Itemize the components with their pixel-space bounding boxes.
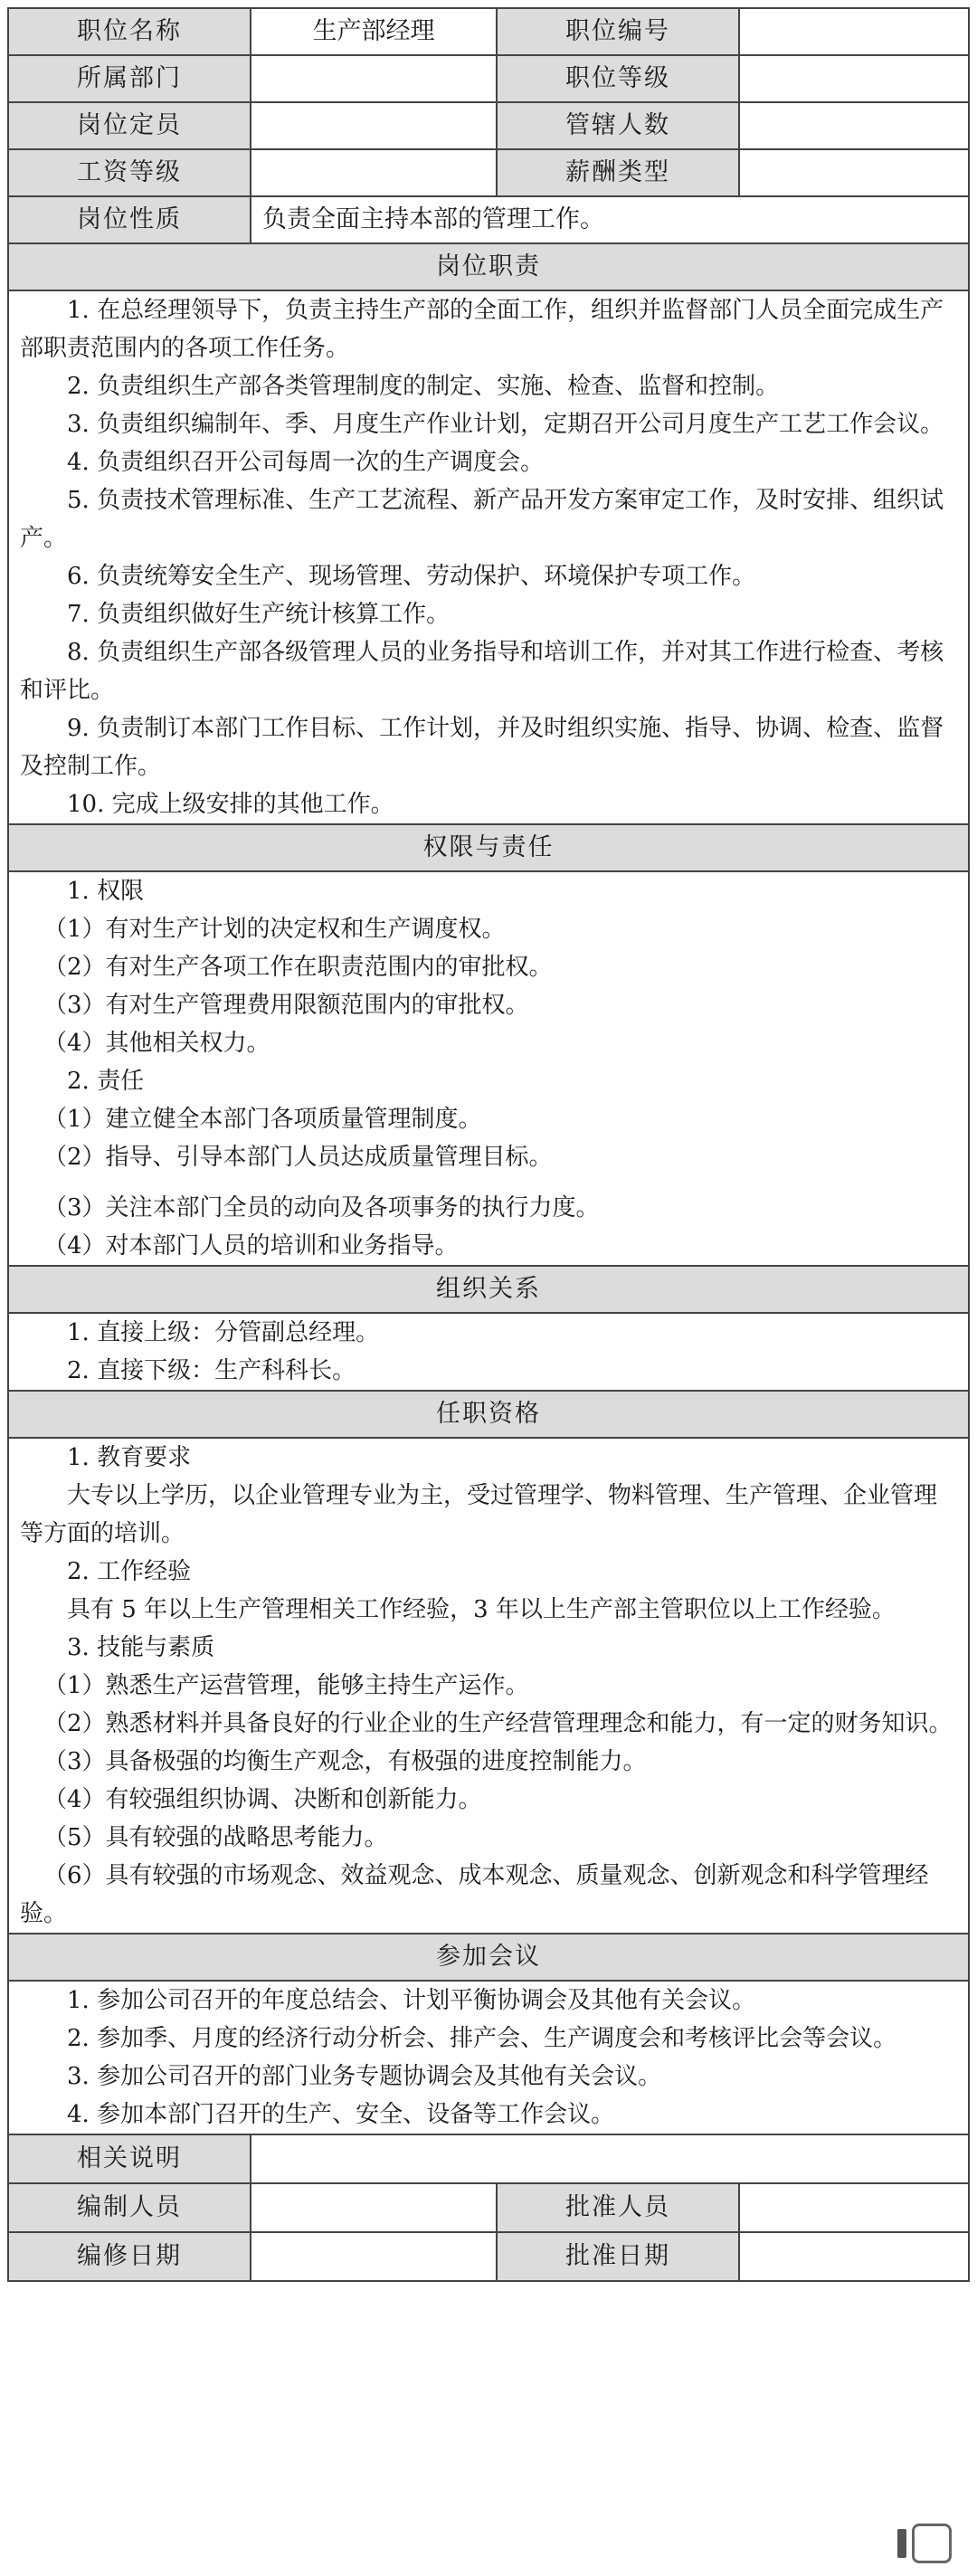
job-description-table (7, 7, 970, 2282)
wage-level-label: 工资等级 (8, 149, 251, 196)
duty-item: 2. 负责组织生产部各类管理制度的制定、实施、检查、监督和控制。 (67, 373, 780, 400)
relation-item: 2. 直接下级：生产科科长。 (67, 1357, 356, 1384)
relation-item: 1. 直接上级：分管副总经理。 (67, 1319, 380, 1346)
prepared-by-label: 编制人员 (8, 2183, 251, 2232)
duties-title: 岗位职责 (8, 243, 969, 290)
salary-type-label: 薪酬类型 (497, 149, 739, 196)
duty-item: 1. 在总经理领导下，负责主持生产部的全面工作，组织并监督部门人员全面完成生产部职责范围内的各项工作任务。 (20, 297, 944, 362)
headcount-label: 岗位定员 (8, 102, 251, 149)
meeting-item: 3. 参加公司召开的部门业务专题协调会及其他有关会议。 (67, 2063, 662, 2090)
duty-item: 9. 负责制订本部门工作目标、工作计划，并及时组织实施、指导、协调、检查、监督及控制工作。 (20, 715, 944, 780)
authority-item: （2）有对生产各项工作在职责范围内的审批权。 (43, 954, 553, 981)
relations-body (8, 1313, 969, 1391)
position-name-row (8, 8, 969, 55)
meeting-item: 1. 参加公司召开的年度总结会、计划平衡协调会及其他有关会议。 (67, 1987, 756, 2014)
meetings-title: 参加会议 (8, 1934, 969, 1981)
qualification-item: （1）熟悉生产运营管理，能够主持生产运作。 (43, 1672, 529, 1699)
salary-type-value[interactable] (739, 149, 969, 196)
department-value[interactable] (251, 55, 497, 102)
qualifications-body-row (8, 1438, 969, 1934)
duty-item: 10. 完成上级安排的其他工作。 (67, 791, 394, 818)
authority-item: （4）对本部门人员的培训和业务指导。 (43, 1232, 459, 1259)
headcount-row (8, 102, 969, 149)
authority-item: （4）其他相关权力。 (43, 1030, 270, 1057)
department-row (8, 55, 969, 102)
qualifications-body (8, 1438, 969, 1934)
qualification-item: （3）具备极强的均衡生产观念，有极强的进度控制能力。 (43, 1748, 647, 1775)
approval-date-value[interactable] (739, 2232, 969, 2281)
approved-by-value[interactable] (739, 2183, 969, 2232)
headcount-value[interactable] (251, 102, 497, 149)
wage-level-value[interactable] (251, 149, 497, 196)
duty-item: 8. 负责组织生产部各级管理人员的业务指导和培训工作，并对其工作进行检查、考核和评比。 (20, 639, 944, 704)
duty-item: 5. 负责技术管理标准、生产工艺流程、新产品开发方案审定工作，及时安排、组织试产。 (20, 487, 944, 552)
authority-item: （3）关注本部门全员的动向及各项事务的执行力度。 (43, 1194, 600, 1221)
relations-title: 组织关系 (8, 1266, 969, 1313)
authority-body (8, 871, 969, 1266)
duty-item: 3. 负责组织编制年、季、月度生产作业计划，定期召开公司月度生产工艺工作会议。 (67, 411, 944, 438)
notes-value[interactable] (251, 2134, 969, 2183)
authority-item: （2）指导、引导本部门人员达成质量管理目标。 (43, 1144, 553, 1171)
authority-item: （3）有对生产管理费用限额范围内的审批权。 (43, 992, 529, 1019)
position-level-label: 职位等级 (497, 55, 739, 102)
authority-header-row (8, 824, 969, 871)
notes-row (8, 2134, 969, 2183)
position-level-value[interactable] (739, 55, 969, 102)
duties-body-row (8, 290, 969, 824)
qualification-item: 大专以上学历，以企业管理专业为主，受过管理学、物料管理、生产管理、企业管理等方面的培训。 (20, 1482, 938, 1547)
prepared-row (8, 2183, 969, 2232)
position-code-label: 职位编号 (497, 8, 739, 55)
duty-item: 6. 负责统筹安全生产、现场管理、劳动保护、环境保护专项工作。 (67, 563, 756, 590)
qualification-item: （4）有较强组织协调、决断和创新能力。 (43, 1786, 482, 1813)
authority-title: 权限与责任 (8, 824, 969, 871)
notes-label: 相关说明 (8, 2134, 251, 2183)
position-code-value[interactable] (739, 8, 969, 55)
department-label: 所属部门 (8, 55, 251, 102)
qualification-item: （5）具有较强的战略思考能力。 (43, 1824, 388, 1851)
relations-header-row (8, 1266, 969, 1313)
revision-date-value[interactable] (251, 2232, 497, 2281)
watermark-logo (771, 2524, 952, 2563)
position-name-label: 职位名称 (8, 8, 251, 55)
qualification-item: 3. 技能与素质 (67, 1634, 215, 1661)
nature-label: 岗位性质 (8, 196, 251, 243)
meeting-item: 4. 参加本部门召开的生产、安全、设备等工作会议。 (67, 2101, 615, 2128)
duty-item: 4. 负责组织召开公司每周一次的生产调度会。 (67, 449, 545, 476)
meetings-body (8, 1981, 969, 2134)
subordinates-label: 管辖人数 (497, 102, 739, 149)
approval-date-label: 批准日期 (497, 2232, 739, 2281)
authority-item: 2. 责任 (67, 1068, 145, 1095)
qualifications-header-row (8, 1391, 969, 1438)
duty-item: 7. 负责组织做好生产统计核算工作。 (67, 601, 451, 628)
relations-body-row (8, 1313, 969, 1391)
duties-body (8, 290, 969, 824)
watermark-box-icon (912, 2524, 952, 2563)
authority-item: （1）有对生产计划的决定权和生产调度权。 (43, 916, 506, 943)
approved-by-label: 批准人员 (497, 2183, 739, 2232)
qualification-item: （2）熟悉材料并具备良好的行业企业的生产经营管理理念和能力，有一定的财务知识。 (43, 1710, 953, 1737)
subordinates-value[interactable] (739, 102, 969, 149)
dates-row (8, 2232, 969, 2281)
wage-row (8, 149, 969, 196)
meetings-body-row (8, 1981, 969, 2134)
duties-header-row (8, 243, 969, 290)
qualification-item: 2. 工作经验 (67, 1558, 192, 1585)
qualification-item: 1. 教育要求 (67, 1444, 192, 1471)
prepared-by-value[interactable] (251, 2183, 497, 2232)
meeting-item: 2. 参加季、月度的经济行动分析会、排产会、生产调度会和考核评比会等会议。 (67, 2025, 897, 2052)
nature-row (8, 196, 969, 243)
qualification-item: （6）具有较强的市场观念、效益观念、成本观念、质量观念、创新观念和科学管理经验。 (20, 1862, 929, 1927)
watermark-bar-icon (897, 2529, 906, 2558)
qualifications-title: 任职资格 (8, 1391, 969, 1438)
revision-date-label: 编修日期 (8, 2232, 251, 2281)
qualification-item: 具有 5 年以上生产管理相关工作经验，3 年以上生产部主管职位以上工作经验。 (67, 1596, 896, 1623)
authority-body-row (8, 871, 969, 1266)
meetings-header-row (8, 1934, 969, 1981)
authority-item: 1. 权限 (67, 878, 145, 905)
position-name-value[interactable]: 生产部经理 (251, 8, 497, 55)
authority-item: （1）建立健全本部门各项质量管理制度。 (43, 1106, 482, 1133)
nature-value[interactable]: 负责全面主持本部的管理工作。 (251, 196, 969, 243)
